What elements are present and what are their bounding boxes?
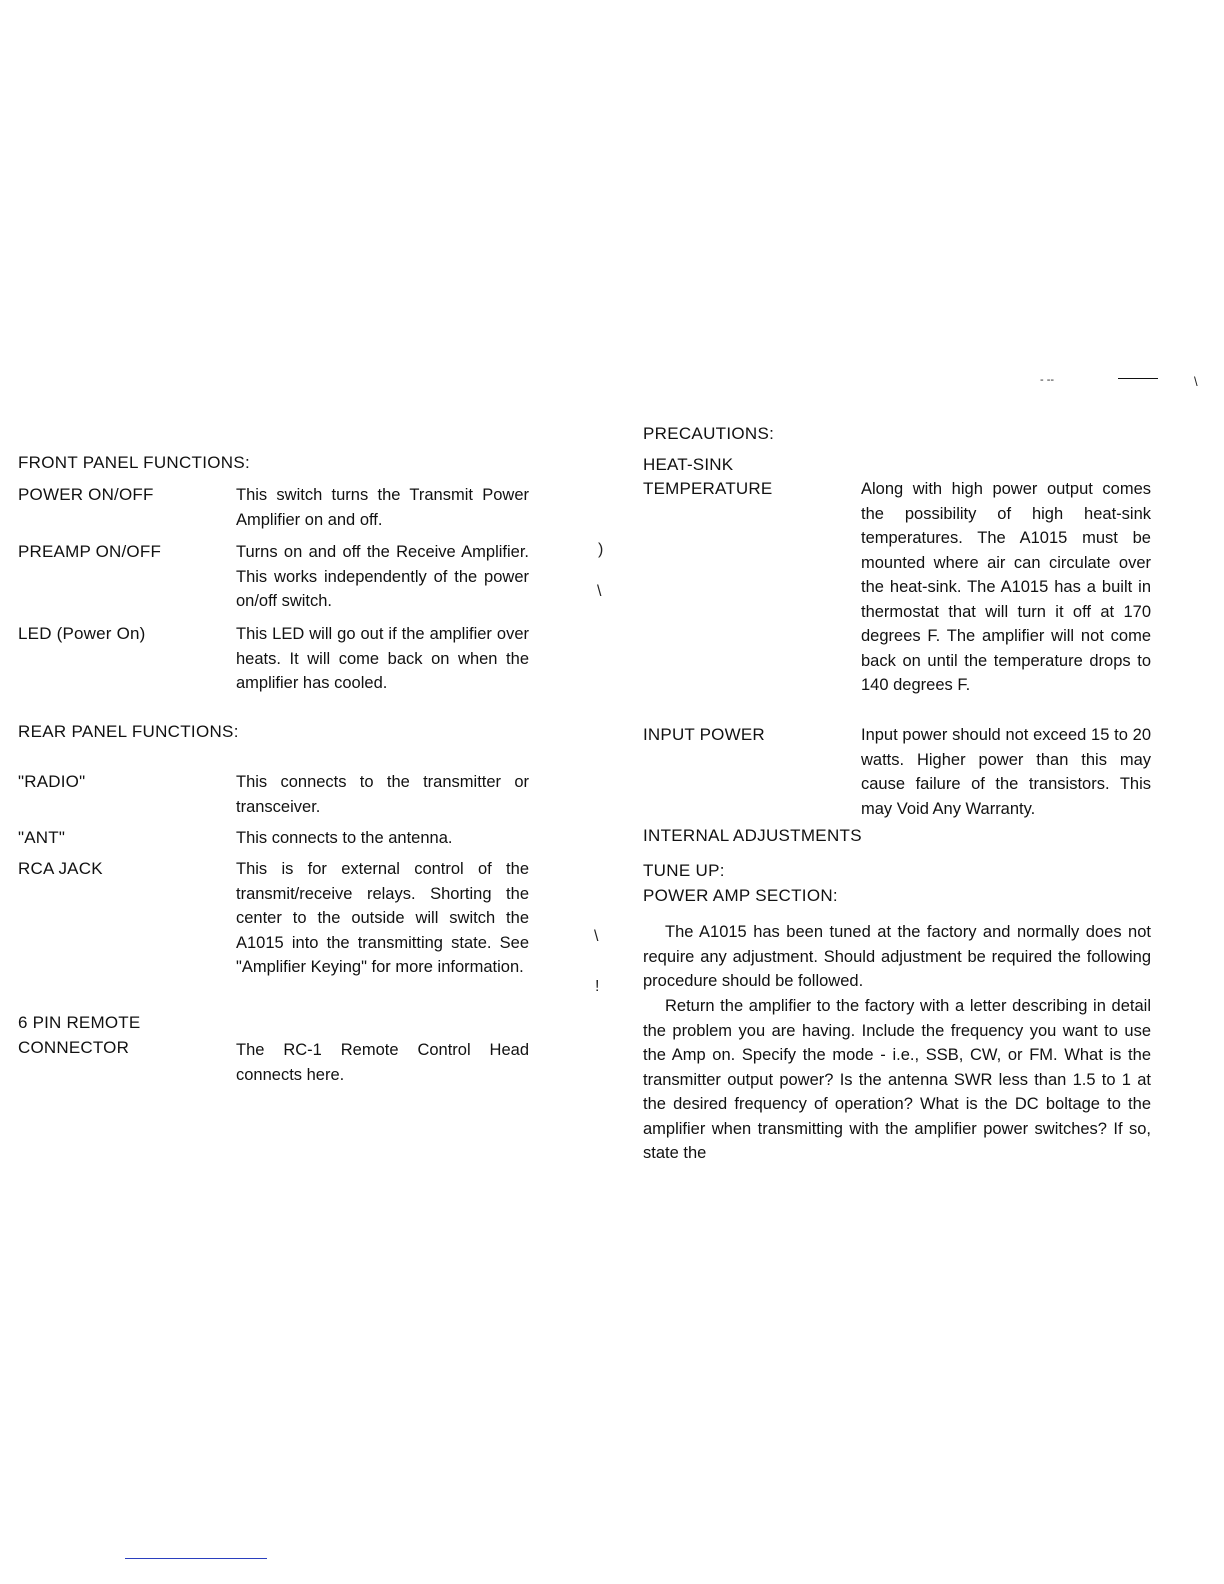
remote-connector-label-line2: CONNECTOR [18,1038,130,1057]
power-amp-section-heading: POWER AMP SECTION: [643,886,838,905]
radio-label: "RADIO" [18,772,86,791]
power-onoff-desc: This switch turns the Transmit Power Amplifier on and off. [236,486,529,529]
tune-up-paragraph-2: Return the amplifier to the factory with a letter describing in detail the problem you are having. Include the frequency you want to use the Amp on. Specify the mode - i.e., SSB, CW, or FM. What is the transmitter output power? Is the antenna SWR less than 1.5 to 1 at the desired frequency of operation? What is the DC boltage to the amplifier when transmitting with the amplifier power switches? If so, state the [643,997,1151,1162]
input-power-label: INPUT POWER [643,725,765,744]
scan-mark-paren: ) [598,541,604,558]
ant-label: "ANT" [18,828,66,847]
scan-mark-bang: ! [595,978,600,995]
ant-desc: This connects to the antenna. [236,829,453,847]
scan-mark-slash-1: \ [597,583,602,600]
radio-desc: This connects to the transmitter or transceiver. [236,773,529,816]
scan-mark-dashes: - -- [1040,374,1055,386]
rear-panel-heading: REAR PANEL FUNCTIONS: [18,722,239,741]
scan-mark-slash-2: \ [594,928,599,945]
power-onoff-label: POWER ON/OFF [18,485,154,504]
footer-rule [125,1558,267,1559]
scan-rule-top [1118,378,1158,379]
heat-sink-desc: Along with high power output comes the possibility of high heat-sink temperatures. The A1015 must be mounted where air can circulate over the heat-sink. The A1015 has a built in thermostat that will turn it off at 170 degrees F. The amplifier will not come back on until the temperature drops to 140 degrees F. [861,480,1151,694]
scan-mark-backslash: \ [1194,374,1198,389]
tune-up-heading: TUNE UP: [643,861,725,880]
heat-sink-label-line2: TEMPERATURE [643,479,773,498]
preamp-onoff-label: PREAMP ON/OFF [18,542,162,561]
front-panel-heading: FRONT PANEL FUNCTIONS: [18,453,251,472]
rca-jack-label: RCA JACK [18,859,103,878]
remote-connector-desc: The RC-1 Remote Control Head connects here. [236,1041,529,1084]
led-power-on-label: LED (Power On) [18,624,146,643]
preamp-onoff-desc: Turns on and off the Receive Amplifier. This works independently of the power on/off switch. [236,543,529,610]
precautions-heading: PRECAUTIONS: [643,424,775,443]
input-power-desc: Input power should not exceed 15 to 20 watts. Higher power than this may cause failure of the transistors. This may Void Any Warranty. [861,726,1151,818]
internal-adjustments-heading: INTERNAL ADJUSTMENTS [643,826,862,845]
tune-up-paragraph-1: The A1015 has been tuned at the factory and normally does not require any adjustment. Should adjustment be required the following procedure should be followed. [643,923,1151,990]
heat-sink-label-line1: HEAT-SINK [643,455,734,474]
rca-jack-desc: This is for external control of the transmit/receive relays. Shorting the center to the outside will switch the A1015 into the transmitting state. See "Amplifier Keying" for more information. [236,860,529,976]
led-power-on-desc: This LED will go out if the amplifier over heats. It will come back on when the amplifier has cooled. [236,625,529,692]
remote-connector-label-line1: 6 PIN REMOTE [18,1013,141,1032]
